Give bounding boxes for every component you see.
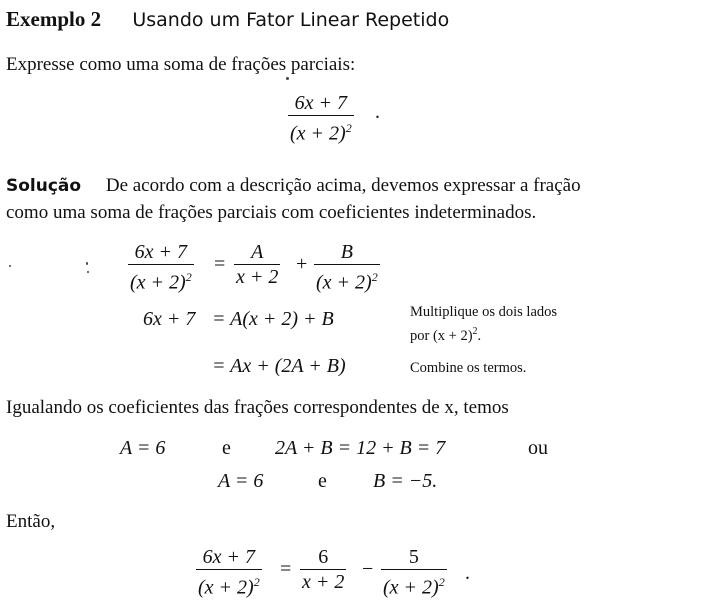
problem-fraction-numerator: 6x + 7	[288, 91, 354, 116]
step1-lhs: 6x + 7	[143, 308, 196, 330]
step2-rhs: = Ax + (2A + B)	[212, 355, 346, 377]
decomp-term2-fraction	[314, 240, 380, 295]
final-term2-exponent: 2	[438, 575, 445, 589]
step1-note-exponent: 2	[472, 326, 478, 337]
decomp-term2-exponent: 2	[371, 270, 378, 284]
step1-note-line1: Multiplique os dois lados	[410, 304, 558, 320]
scan-speck	[86, 262, 88, 265]
final-lhs-den-base: (x + 2)	[198, 576, 254, 599]
decomp-lhs-numerator: 6x + 7	[128, 240, 194, 265]
example-header	[6, 7, 449, 32]
decomp-term1-denominator: x + 2	[236, 266, 279, 288]
decomp-lhs-denominator	[128, 265, 194, 295]
final-term2-denominator	[381, 570, 447, 600]
decomp-term2-den-base: (x + 2)	[316, 271, 372, 294]
decomp-lhs-exponent: 2	[185, 270, 192, 284]
row2-conj: e	[318, 470, 327, 492]
decomp-term2-denominator	[314, 265, 380, 295]
final-punct: .	[465, 562, 470, 584]
example-label: Exemplo 2	[6, 7, 102, 31]
final-term1-fraction	[300, 545, 346, 594]
scan-speck	[286, 77, 289, 80]
step1-rhs: = A(x + 2) + B	[212, 308, 334, 330]
final-lhs-exponent: 2	[253, 575, 260, 589]
problem-fraction-denominator	[288, 116, 354, 146]
step1-note	[410, 302, 557, 346]
equating-text: Igualando os coeficientes das frações correspondentes de x, temos	[6, 397, 509, 418]
step2-note: Combine os termos.	[410, 360, 527, 376]
problem-fraction-punct: .	[375, 101, 380, 123]
solution-line-2: como uma soma de frações parciais com coeficientes indeterminados.	[6, 202, 537, 223]
final-term2-numerator: 5	[381, 545, 447, 570]
decomp-lhs-fraction	[128, 240, 194, 295]
row1-conj: e	[222, 437, 231, 459]
solution-line-1	[6, 175, 581, 197]
decomp-term1-fraction	[234, 240, 280, 289]
decomp-lhs-den-base: (x + 2)	[130, 271, 186, 294]
final-term2-fraction	[381, 545, 447, 600]
decomp-plus: +	[296, 253, 308, 275]
final-term1-denominator: x + 2	[302, 571, 345, 593]
row1-or: ou	[528, 437, 548, 459]
row1-b: 2A + B = 12 + B = 7	[275, 437, 446, 459]
decomp-equals: =	[214, 253, 226, 275]
solution-label: Solução	[6, 176, 82, 196]
solution-text-1: De acordo com a descrição acima, devemos expressar a fração	[105, 175, 581, 196]
step1-note-line2	[410, 322, 557, 346]
final-lhs-denominator	[196, 570, 262, 600]
final-equals: =	[280, 558, 292, 580]
decomp-term1-numerator: A	[234, 240, 280, 265]
scan-speck	[9, 265, 11, 267]
problem-fraction-exponent: 2	[345, 121, 352, 135]
final-term1-numerator: 6	[300, 545, 346, 570]
final-lhs-fraction	[196, 545, 262, 600]
row2-a: A = 6	[218, 470, 264, 492]
scan-speck	[87, 271, 89, 273]
example-title: Usando um Fator Linear Repetido	[132, 9, 450, 31]
final-minus: −	[362, 558, 374, 580]
final-term2-den-base: (x + 2)	[383, 576, 439, 599]
decomp-term2-numerator: B	[314, 240, 380, 265]
row1-a: A = 6	[120, 437, 166, 459]
step1-note-end: .	[477, 327, 482, 344]
problem-statement: Expresse como uma soma de frações parciais:	[6, 54, 356, 75]
problem-fraction	[288, 91, 354, 146]
problem-fraction-den-base: (x + 2)	[290, 122, 346, 145]
step1-note-line2-text: por (x + 2)	[410, 327, 473, 344]
final-lhs-numerator: 6x + 7	[196, 545, 262, 570]
conclusion-label: Então,	[6, 511, 56, 532]
row2-b: B = −5.	[373, 470, 438, 492]
